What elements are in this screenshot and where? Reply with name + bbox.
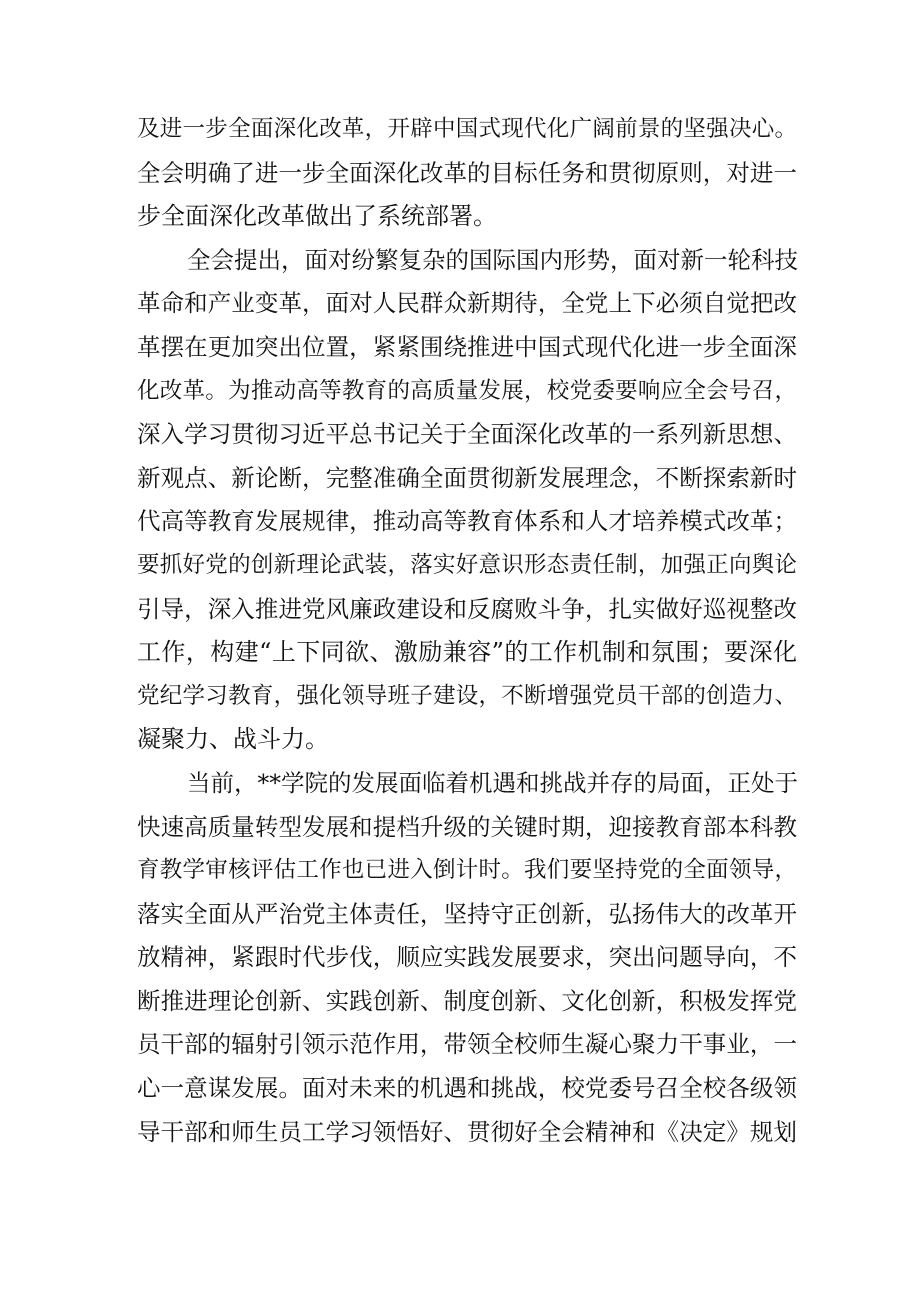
text-line: 全会提出，面对纷繁复杂的国际国内形势，面对新一轮科技 (187, 245, 798, 274)
text-line: 要抓好党的创新理论武装，落实好意识形态责任制，加强正向舆论 (137, 551, 797, 578)
text-line: 步全面深化改革做出了系统部署。 (137, 202, 497, 231)
text-line: 放精神，紧跟时代步伐，顺应实践发展要求，突出问题导向，不 (137, 943, 797, 972)
text-line: 心一意谋发展。面对未来的机遇和挑战，校党委号召全校各级领 (137, 1074, 797, 1103)
text-line: 当前，**学院的发展面临着机遇和挑战并存的局面，正处于 (187, 768, 798, 797)
text-line: 育教学审核评估工作也已进入倒计时。我们要坚持党的全面领导， (137, 857, 797, 884)
text-line: 凝聚力、战斗力。 (137, 725, 329, 754)
text-line: 革摆在更加突出位置，紧紧围绕推进中国式现代化进一步全面深 (137, 332, 797, 361)
text-line: 及进一步全面深化改革，开辟中国式现代化广阔前景的坚强决心。 (137, 116, 797, 142)
text-line: 快速高质量转型发展和提档升级的关键时期，迎接教育部本科教 (137, 812, 797, 841)
text-line: 深入学习贯彻习近平总书记关于全面深化改革的一系列新思想、 (137, 420, 797, 449)
text-line: 化改革。为推动高等教育的高质量发展，校党委要响应全会号召， (137, 377, 797, 404)
text-line: 全会明确了进一步全面深化改革的目标任务和贯彻原则，对进一 (137, 158, 797, 187)
text-line: 新观点、新论断，完整准确全面贯彻新发展理念，不断探索新时 (137, 463, 797, 492)
text-line: 导干部和师生员工学习领悟好、贯彻好全会精神和《决定》规划 (137, 1117, 797, 1146)
text-line: 引导，深入推进党风廉政建设和反腐败斗争，扎实做好巡视整改 (137, 594, 797, 623)
text-line: 党纪学习教育，强化领导班子建设，不断增强党员干部的创造力、 (137, 682, 797, 709)
text-line: 员干部的辐射引领示范作用，带领全校师生凝心聚力干事业，一 (137, 1030, 797, 1059)
text-line: 代高等教育发展规律，推动高等教育体系和人才培养模式改革； (137, 507, 797, 536)
text-line: 工作，构建“上下同欲、激励兼容”的工作机制和氛围；要深化 (137, 638, 797, 667)
text-line: 断推进理论创新、实践创新、制度创新、文化创新，积极发挥党 (137, 986, 797, 1015)
text-line: 革命和产业变革，面对人民群众新期待，全党上下必须自觉把改 (137, 289, 797, 318)
document-body (137, 108, 797, 1154)
text-line: 落实全面从严治党主体责任，坚持守正创新，弘扬伟大的改革开 (137, 899, 797, 928)
